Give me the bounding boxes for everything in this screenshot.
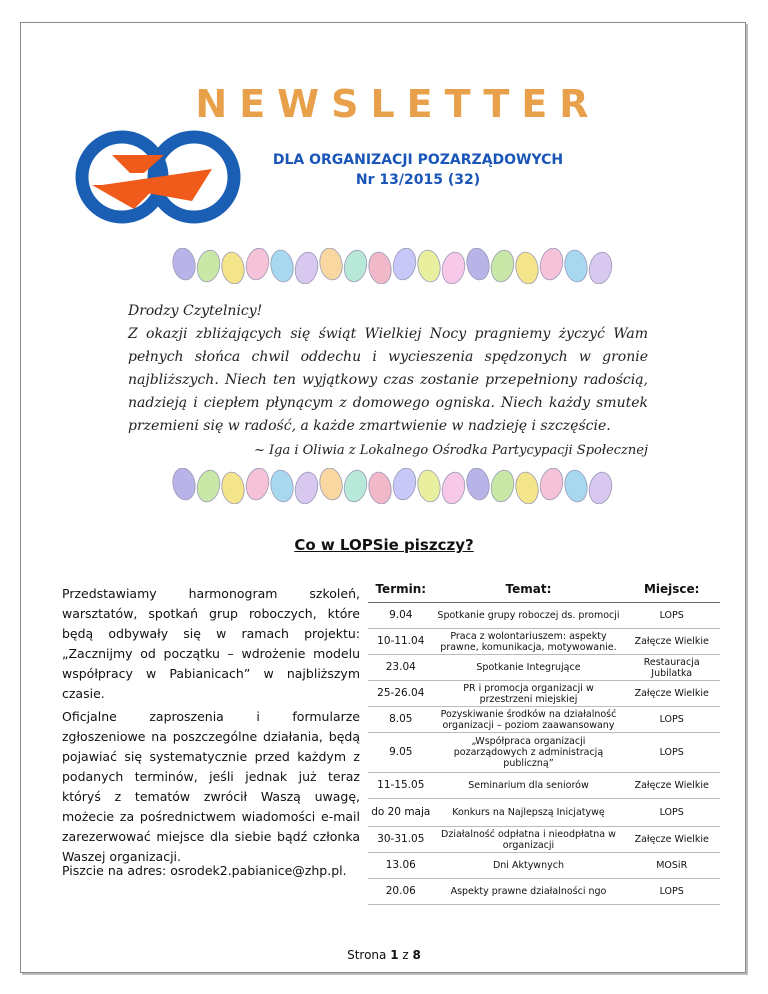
- date-cell: 9.04: [368, 603, 434, 629]
- easter-egg-icon: [292, 250, 320, 284]
- place-cell: Załęcze Wielkie: [623, 681, 720, 707]
- place-cell: LOPS: [623, 733, 720, 773]
- greeting-letter: [128, 300, 648, 438]
- date-cell: 13.06: [368, 853, 434, 879]
- easter-eggs-row-icon: [170, 468, 630, 504]
- place-cell: LOPS: [623, 879, 720, 905]
- easter-egg-icon: [194, 248, 222, 284]
- place-cell: Załęcze Wielkie: [623, 773, 720, 799]
- invitation-text: Oficjalne zaproszenia i formularze zgłoszeniowe na poszczególne działania, będą pojawiać się systematycznie przed każdym z podanych terminów, jeśli jednak już teraz któryś z tematów zwrócił Waszą uwagę, możecie za pośrednictwem wiadomości e-mail zarezerwować miejsce dla siebie bądź członka Waszej organizacji.: [62, 709, 360, 864]
- schedule-intro: Przedstawiamy harmonogram szkoleń, warsztatów, spotkań grup roboczych, które będą odbywały się w ramach projektu: „Zacznijmy od początku – wdrożenie modelu współpracy w Pabianicach” w najbliższym czasie.: [62, 586, 360, 701]
- letter-body: Z okazji zbliżających się świąt Wielkiej Nocy pragniemy życzyć Wam pełnych słońca chwil oddechu i wycieszenia spędzonych w gronie najbliższych. Niech ten wyjątkowy czas zostanie przepełniony radością, nadzieją i ciepłem płynącym z domowego ogniska. Niech każdy smutek przemieni się w radość, a każde zmartwienie w nadzieję i szczęście.: [128, 326, 648, 434]
- easter-egg-icon: [488, 248, 516, 284]
- header-date: Termin:: [368, 576, 434, 603]
- easter-egg-icon: [317, 468, 344, 502]
- easter-egg-icon: [170, 468, 197, 502]
- date-cell: 10-11.04: [368, 629, 434, 655]
- easter-egg-icon: [415, 468, 442, 503]
- easter-egg-icon: [537, 468, 565, 502]
- page-footer: [0, 948, 768, 962]
- footer-page: 1: [390, 948, 399, 962]
- topic-cell: Działalność odpłatna i nieodpłatna w organizacji: [434, 827, 624, 853]
- date-cell: 9.05: [368, 733, 434, 773]
- place-cell: LOPS: [623, 799, 720, 827]
- easter-egg-icon: [366, 250, 393, 284]
- letter-signature: ~ Iga i Oliwia z Lokalnego Ośrodka Partycypacji Społecznej: [253, 443, 648, 458]
- easter-egg-icon: [268, 248, 295, 283]
- easter-egg-icon: [513, 250, 540, 284]
- date-cell: do 20 maja: [368, 799, 434, 827]
- schedule-table: [368, 576, 720, 905]
- easter-egg-icon: [415, 248, 442, 283]
- date-cell: 25-26.04: [368, 681, 434, 707]
- newsletter-title: NEWSLETTER: [195, 82, 601, 126]
- easter-eggs-row-icon: [170, 248, 630, 284]
- easter-egg-icon: [219, 470, 246, 504]
- topic-cell: Praca z wolontariuszem: aspekty prawne, komunikacja, motywowanie.: [434, 629, 624, 655]
- easter-egg-icon: [341, 248, 369, 284]
- easter-egg-icon: [366, 470, 393, 504]
- place-cell: MOSiR: [623, 853, 720, 879]
- easter-egg-icon: [513, 470, 540, 504]
- easter-egg-icon: [243, 248, 271, 282]
- date-cell: 8.05: [368, 707, 434, 733]
- schedule-header-row: [368, 576, 720, 603]
- table-row: [368, 773, 720, 799]
- footer-prefix: Strona: [347, 948, 387, 962]
- topic-cell: Seminarium dla seniorów: [434, 773, 624, 799]
- topic-cell: Konkurs na Najlepszą Inicjatywę: [434, 799, 624, 827]
- topic-cell: Spotkanie grupy roboczej ds. promocji: [434, 603, 624, 629]
- table-row: [368, 707, 720, 733]
- issue-number: Nr 13/2015 (32): [355, 172, 481, 188]
- easter-egg-icon: [194, 468, 222, 504]
- table-row: [368, 879, 720, 905]
- easter-egg-icon: [390, 248, 418, 282]
- easter-egg-icon: [317, 248, 344, 282]
- easter-egg-icon: [488, 468, 516, 504]
- easter-egg-icon: [170, 248, 197, 282]
- easter-egg-icon: [219, 250, 246, 284]
- easter-egg-icon: [586, 250, 614, 284]
- subtitle-line-1: DLA ORGANIZACJI POZARZĄDOWYCH: [272, 152, 564, 168]
- date-cell: 20.06: [368, 879, 434, 905]
- footer-total: 8: [412, 948, 421, 962]
- header-topic: Temat:: [434, 576, 624, 603]
- table-row: [368, 827, 720, 853]
- easter-egg-icon: [243, 468, 271, 502]
- topic-cell: Pozyskiwanie środków na działalność organizacji – poziom zaawansowany: [434, 707, 624, 733]
- table-row: [368, 655, 720, 681]
- easter-egg-icon: [586, 470, 614, 504]
- topic-cell: Dni Aktywnych: [434, 853, 624, 879]
- section-title: Co w LOPSie piszczy?: [294, 536, 474, 554]
- easter-egg-icon: [464, 248, 491, 282]
- letter-greeting: Drodzy Czytelnicy!: [128, 303, 263, 319]
- topic-cell: PR i promocja organizacji w przestrzeni miejskiej: [434, 681, 624, 707]
- place-cell: Restauracja Jubilatka: [623, 655, 720, 681]
- date-cell: 11-15.05: [368, 773, 434, 799]
- topic-cell: Spotkanie Integrujące: [434, 655, 624, 681]
- ngo-logo-icon: [72, 125, 252, 229]
- table-row: [368, 799, 720, 827]
- easter-egg-icon: [464, 468, 491, 502]
- place-cell: Załęcze Wielkie: [623, 827, 720, 853]
- easter-egg-icon: [562, 468, 589, 503]
- footer-sep: z: [402, 948, 409, 962]
- header-place: Miejsce:: [623, 576, 720, 603]
- easter-egg-icon: [292, 470, 320, 504]
- topic-cell: „Współpraca organizacji pozarządowych z administracją publiczną”: [434, 733, 624, 773]
- easter-egg-icon: [268, 468, 295, 503]
- easter-egg-icon: [390, 468, 418, 502]
- newsletter-subtitle: [248, 150, 588, 190]
- table-row: [368, 733, 720, 773]
- table-row: [368, 681, 720, 707]
- date-cell: 30-31.05: [368, 827, 434, 853]
- table-row: [368, 603, 720, 629]
- table-row: [368, 629, 720, 655]
- easter-egg-icon: [341, 468, 369, 504]
- place-cell: LOPS: [623, 603, 720, 629]
- easter-egg-icon: [562, 248, 589, 283]
- easter-egg-icon: [439, 250, 467, 284]
- easter-egg-icon: [439, 470, 467, 504]
- place-cell: Załęcze Wielkie: [623, 629, 720, 655]
- topic-cell: Aspekty prawne działalności ngo: [434, 879, 624, 905]
- contact-email: Piszcie na adres: osrodek2.pabianice@zhp.pl.: [62, 863, 347, 878]
- easter-egg-icon: [537, 248, 565, 282]
- place-cell: LOPS: [623, 707, 720, 733]
- date-cell: 23.04: [368, 655, 434, 681]
- table-row: [368, 853, 720, 879]
